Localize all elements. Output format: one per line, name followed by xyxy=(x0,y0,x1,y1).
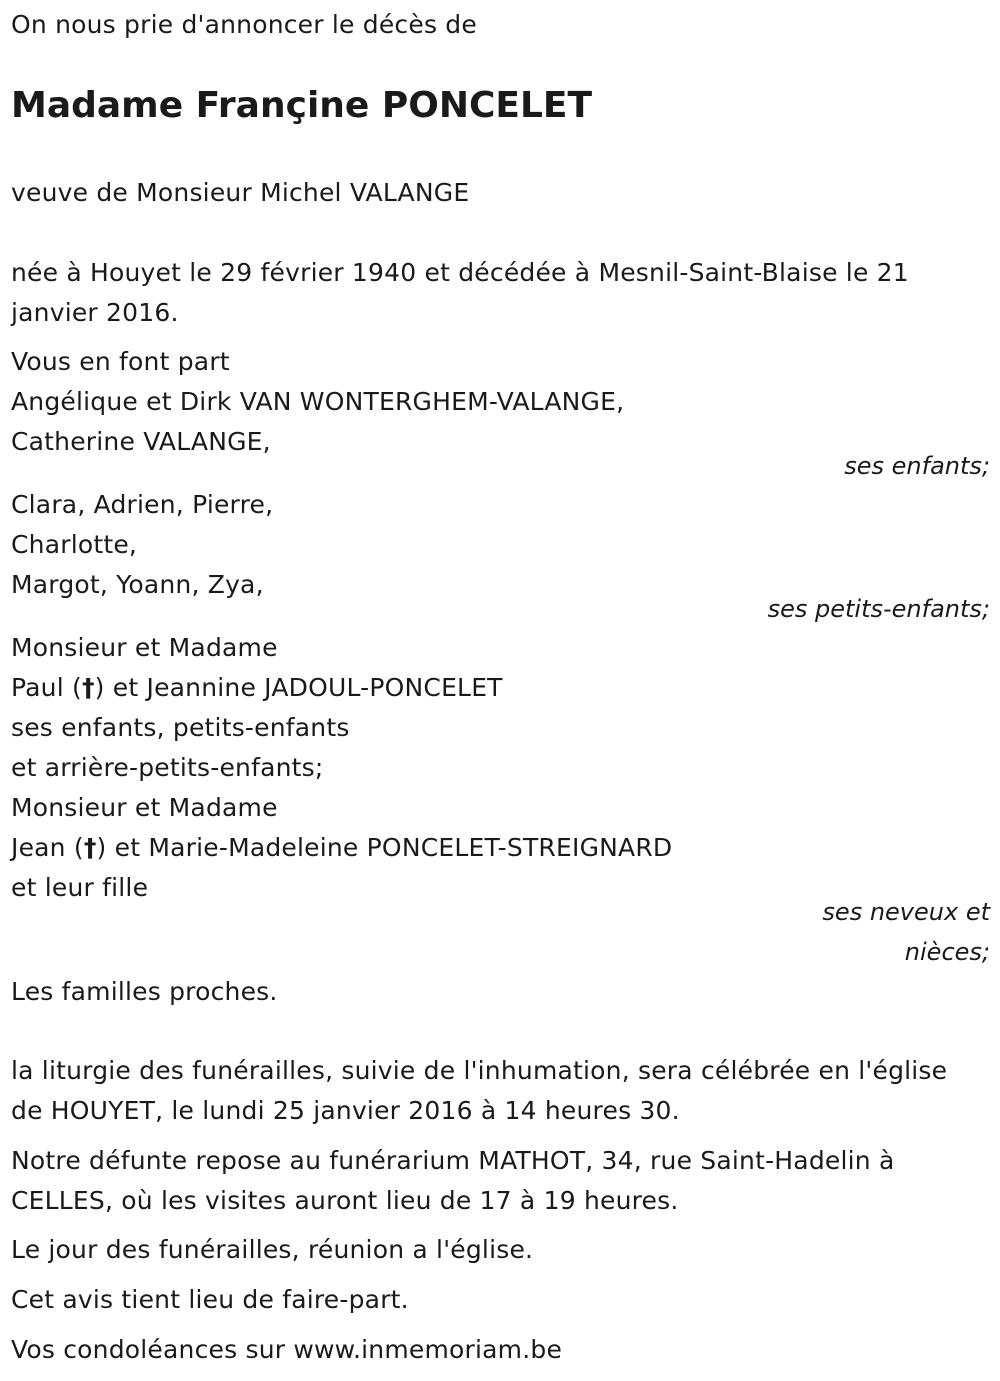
liturgy-line-2: de HOUYET, le lundi 25 janvier 2016 à 14 heures 30. xyxy=(11,1096,680,1125)
rest-line-2: CELLES, où les visites auront lieu de 17 à 19 heures. xyxy=(11,1186,679,1215)
children-line-2: Catherine VALANGE, xyxy=(11,427,271,456)
relatives-role-line-2: nièces; xyxy=(904,938,990,966)
relatives-line-6-post: ) et Marie-Madeleine PONCELET-STREIGNARD xyxy=(96,833,673,862)
relatives-line-5: Monsieur et Madame xyxy=(11,793,278,822)
relatives-line-3: ses enfants, petits-enfants xyxy=(11,713,350,742)
rest-line-1: Notre défunte repose au funérarium MATHOT, 34, rue Saint-Hadelin à xyxy=(11,1146,895,1175)
meeting-text: Le jour des funérailles, réunion a l'église. xyxy=(11,1235,534,1264)
relatives-line-1: Monsieur et Madame xyxy=(11,633,278,662)
liturgy-line-1: la liturgie des funérailles, suivie de l'inhumation, sera célébrée en l'église xyxy=(11,1056,948,1085)
widow-text: veuve de Monsieur Michel VALANGE xyxy=(11,178,470,207)
relatives-line-2-post: ) et Jeannine JADOUL-PONCELET xyxy=(94,673,503,702)
birth-death-line-1: née à Houyet le 29 février 1940 et décédée à Mesnil-Saint-Blaise le 21 xyxy=(11,258,909,287)
families-text: Les familles proches. xyxy=(11,977,278,1006)
cross-icon: † xyxy=(83,833,97,862)
relatives-line-2 xyxy=(11,668,503,708)
cross-icon: † xyxy=(81,673,95,702)
relatives-line-6-pre: Jean ( xyxy=(11,833,84,862)
grandchildren-role: ses petits-enfants; xyxy=(767,595,990,623)
grandchildren-line-1: Clara, Adrien, Pierre, xyxy=(11,490,274,519)
intro-text: On nous prie d'annoncer le décès de xyxy=(11,10,477,39)
condolences-text: Vos condoléances sur www.inmemoriam.be xyxy=(11,1335,563,1364)
notice-text: Cet avis tient lieu de faire-part. xyxy=(11,1285,409,1314)
relatives-line-6 xyxy=(11,828,672,868)
announce-text: Vous en font part xyxy=(11,347,230,376)
deceased-name: Madame Françine PONCELET xyxy=(11,85,593,126)
relatives-line-2-pre: Paul ( xyxy=(11,673,82,702)
relatives-line-7: et leur fille xyxy=(11,873,149,902)
relatives-line-4: et arrière-petits-enfants; xyxy=(11,753,324,782)
children-line-1: Angélique et Dirk VAN WONTERGHEM-VALANGE, xyxy=(11,387,625,416)
grandchildren-line-3: Margot, Yoann, Zya, xyxy=(11,570,264,599)
children-role: ses enfants; xyxy=(844,452,990,480)
relatives-role-line-1: ses neveux et xyxy=(822,898,990,926)
birth-death-line-2: janvier 2016. xyxy=(11,298,179,327)
grandchildren-line-2: Charlotte, xyxy=(11,530,138,559)
